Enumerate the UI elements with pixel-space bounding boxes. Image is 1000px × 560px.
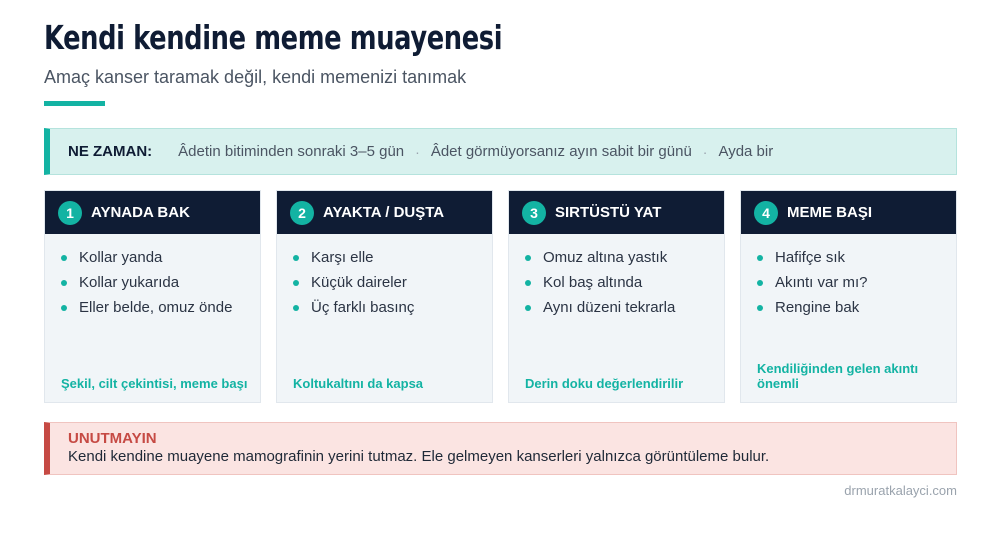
bullet-dot-icon (525, 280, 531, 286)
list-item-text: Küçük daireler (311, 274, 407, 291)
step-card-2 (276, 190, 493, 403)
warning-callout (44, 422, 957, 475)
list-item-text: Karşı elle (311, 249, 374, 266)
bullet-dot-icon (757, 255, 763, 261)
warning-text: Kendi kendine muayene mamografinin yerini tutmaz. Ele gelmeyen kanserleri yalnızca görüntüleme bulur. (68, 448, 770, 465)
step-title: AYAKTA / DUŞTA (323, 204, 445, 221)
warning-title: UNUTMAYIN (68, 430, 157, 447)
when-item-3: Ayda bir (718, 143, 774, 160)
step-number-badge: 1 (58, 201, 82, 225)
list-item-text: Omuz altına yastık (543, 249, 668, 266)
step-title: SIRTÜSTÜ YAT (555, 204, 662, 221)
when-label: NE ZAMAN: (68, 143, 153, 160)
list-item (525, 270, 724, 295)
bullet-dot-icon (757, 280, 763, 286)
list-item-text: Kol baş altında (543, 274, 643, 291)
bullet-dot-icon (61, 280, 67, 286)
step-note: Kendiliğinden gelen akıntı önemli (757, 361, 919, 391)
list-item-text: Kollar yukarıda (79, 274, 180, 291)
when-banner (44, 128, 957, 175)
list-item-text: Kollar yanda (79, 249, 163, 266)
list-item (525, 245, 724, 270)
list-item-text: Eller belde, omuz önde (79, 299, 233, 316)
list-item-text: Rengine bak (775, 299, 860, 316)
list-item (757, 295, 956, 320)
bullet-dot-icon (61, 305, 67, 311)
step-card-header (277, 191, 492, 234)
when-item-2: Âdet görmüyorsanız ayın sabit bir günü (430, 143, 692, 160)
step-list (509, 234, 724, 320)
list-item (293, 270, 492, 295)
step-card-4 (740, 190, 957, 403)
page-title: Kendi kendine meme muayenesi (44, 18, 503, 57)
bullet-dot-icon (757, 305, 763, 311)
list-item-text: Akıntı var mı? (775, 274, 868, 291)
step-number-badge: 4 (754, 201, 778, 225)
step-list (277, 234, 492, 320)
step-number-badge: 2 (290, 201, 314, 225)
bullet-dot-icon (525, 305, 531, 311)
list-item (61, 295, 260, 320)
list-item-text: Hafifçe sık (775, 249, 846, 266)
when-item-1: Âdetin bitiminden sonraki 3–5 gün (178, 143, 405, 160)
source-credit: drmuratkalayci.com (844, 483, 957, 498)
bullet-dot-icon (293, 255, 299, 261)
list-item (61, 245, 260, 270)
step-list (741, 234, 956, 320)
step-list (45, 234, 260, 320)
step-card-1 (44, 190, 261, 403)
step-title: MEME BAŞI (787, 204, 873, 221)
step-note: Derin doku değerlendirilir (525, 376, 684, 391)
list-item-text: Üç farklı basınç (311, 299, 415, 316)
list-item (293, 245, 492, 270)
list-item (293, 295, 492, 320)
bullet-dot-icon (293, 280, 299, 286)
step-title: AYNADA BAK (91, 204, 190, 221)
list-item-text: Aynı düzeni tekrarla (543, 299, 676, 316)
bullet-dot-icon (61, 255, 67, 261)
step-card-header (509, 191, 724, 234)
list-item (525, 295, 724, 320)
when-separator: · (415, 143, 420, 160)
step-card-3 (508, 190, 725, 403)
list-item (757, 245, 956, 270)
when-separator: · (702, 143, 708, 160)
bullet-dot-icon (525, 255, 531, 261)
step-card-header (741, 191, 956, 234)
list-item (61, 270, 260, 295)
step-card-header (45, 191, 260, 234)
list-item (757, 270, 956, 295)
step-note: Şekil, cilt çekintisi, meme başı (61, 376, 248, 391)
step-note: Koltukaltını da kapsa (293, 376, 424, 391)
page-subtitle: Amaç kanser taramak değil, kendi memenizi tanımak (44, 67, 467, 87)
title-accent-bar (44, 101, 105, 106)
step-number-badge: 3 (522, 201, 546, 225)
bullet-dot-icon (293, 305, 299, 311)
